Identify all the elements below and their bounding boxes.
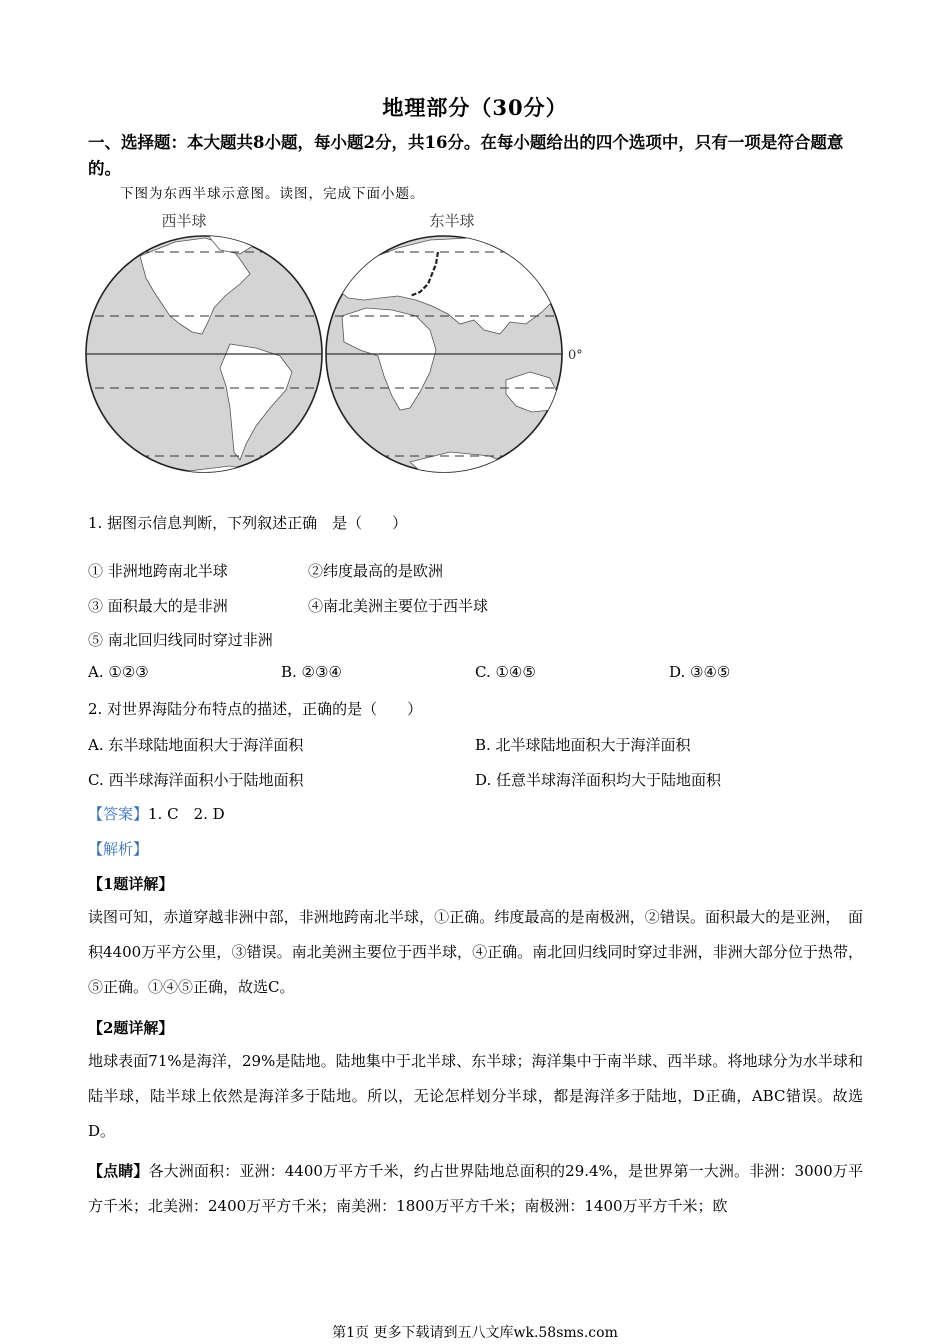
analysis-tag: 【解析】 — [88, 840, 149, 858]
answer-tag: 【答案】 — [88, 805, 149, 823]
statement-5: ⑤ 南北回归线同时穿过非洲 — [88, 631, 273, 649]
q1-option-a: A. ①②③ — [88, 663, 149, 681]
equator-label: 0° — [568, 348, 583, 363]
q2-option-c: C. 西半球海洋面积小于陆地面积 — [88, 771, 304, 789]
statement-4: ④南北美洲主要位于西半球 — [308, 597, 489, 615]
question-1-statements-row-1 — [88, 560, 444, 581]
detail-1-title: 【1题详解】 — [88, 875, 174, 893]
q1-option-c: C. ①④⑤ — [475, 663, 536, 681]
q2-option-d: D. 任意半球海洋面积均大于陆地面积 — [475, 771, 722, 789]
statement-2: ②纬度最高的是欧洲 — [308, 562, 444, 580]
section-heading: 一、选择题：本大题共8小题，每小题2分，共16分。在每小题给出的四个选项中，只有一项是符合题意的。 — [88, 133, 844, 178]
tip-tag: 【点睛】 — [88, 1162, 149, 1180]
page-footer: 第1页 更多下载请到五八文库wk.58sms.com — [332, 1325, 618, 1341]
tip-text: 各大洲面积：亚洲：4400万平方千米，约占世界陆地总面积的29.4%，是世界第一大洲。非洲：3000万平方千米；北美洲：2400万平方千米；南美洲：1800万平方千米；南极洲：1400万平方千米；欧 — [88, 1162, 863, 1215]
page-title: 地理部分（30分） — [382, 95, 568, 120]
detail-2-title: 【2题详解】 — [88, 1019, 174, 1037]
question-1-stem: 1. 据图示信息判断，下列叙述正确 是（ ） — [88, 514, 408, 532]
question-2-stem: 2. 对世界海陆分布特点的描述，正确的是（ ） — [88, 700, 423, 718]
answer-line — [88, 803, 225, 824]
western-hemisphere-globe — [80, 218, 340, 480]
q1-option-b: B. ②③④ — [281, 663, 342, 681]
detail-2-text: 地球表面71%是海洋，29%是陆地。陆地集中于北半球、东半球；海洋集中于南半球、西半球。将地球分为水半球和陆半球，陆半球上依然是海洋多于陆地。所以，无论怎样划分半球，都是海洋多于陆地，D正确，ABC错误。故选D。 — [88, 1052, 863, 1140]
statement-1: ① 非洲地跨南北半球 — [88, 562, 228, 580]
eastern-hemisphere-globe — [320, 236, 570, 480]
question-intro: 下图为东西半球示意图。读图，完成下面小题。 — [120, 186, 425, 202]
answer-text: 1. C 2. D — [148, 805, 225, 823]
q2-option-a: A. 东半球陆地面积大于海洋面积 — [88, 736, 304, 754]
west-hemisphere-label: 西半球 — [161, 212, 207, 230]
question-1-statements-row-2 — [88, 595, 489, 616]
statement-3: ③ 面积最大的是非洲 — [88, 597, 228, 615]
east-hemisphere-label: 东半球 — [429, 212, 475, 230]
tip-paragraph — [88, 1154, 863, 1224]
q1-option-d: D. ③④⑤ — [669, 663, 731, 681]
hemisphere-map — [80, 204, 600, 484]
detail-1-text: 读图可知，赤道穿越非洲中部，非洲地跨南北半球，①正确。纬度最高的是南极洲，②错误。面积最大的是亚洲， 面积4400万平方公里，③错误。南北美洲主要位于西半球，④正确。南北回归线同时穿过非洲，非洲大部分位于热带，⑤正确。①④⑤正确，故选C。 — [88, 908, 863, 996]
q2-option-b: B. 北半球陆地面积大于海洋面积 — [475, 736, 691, 754]
